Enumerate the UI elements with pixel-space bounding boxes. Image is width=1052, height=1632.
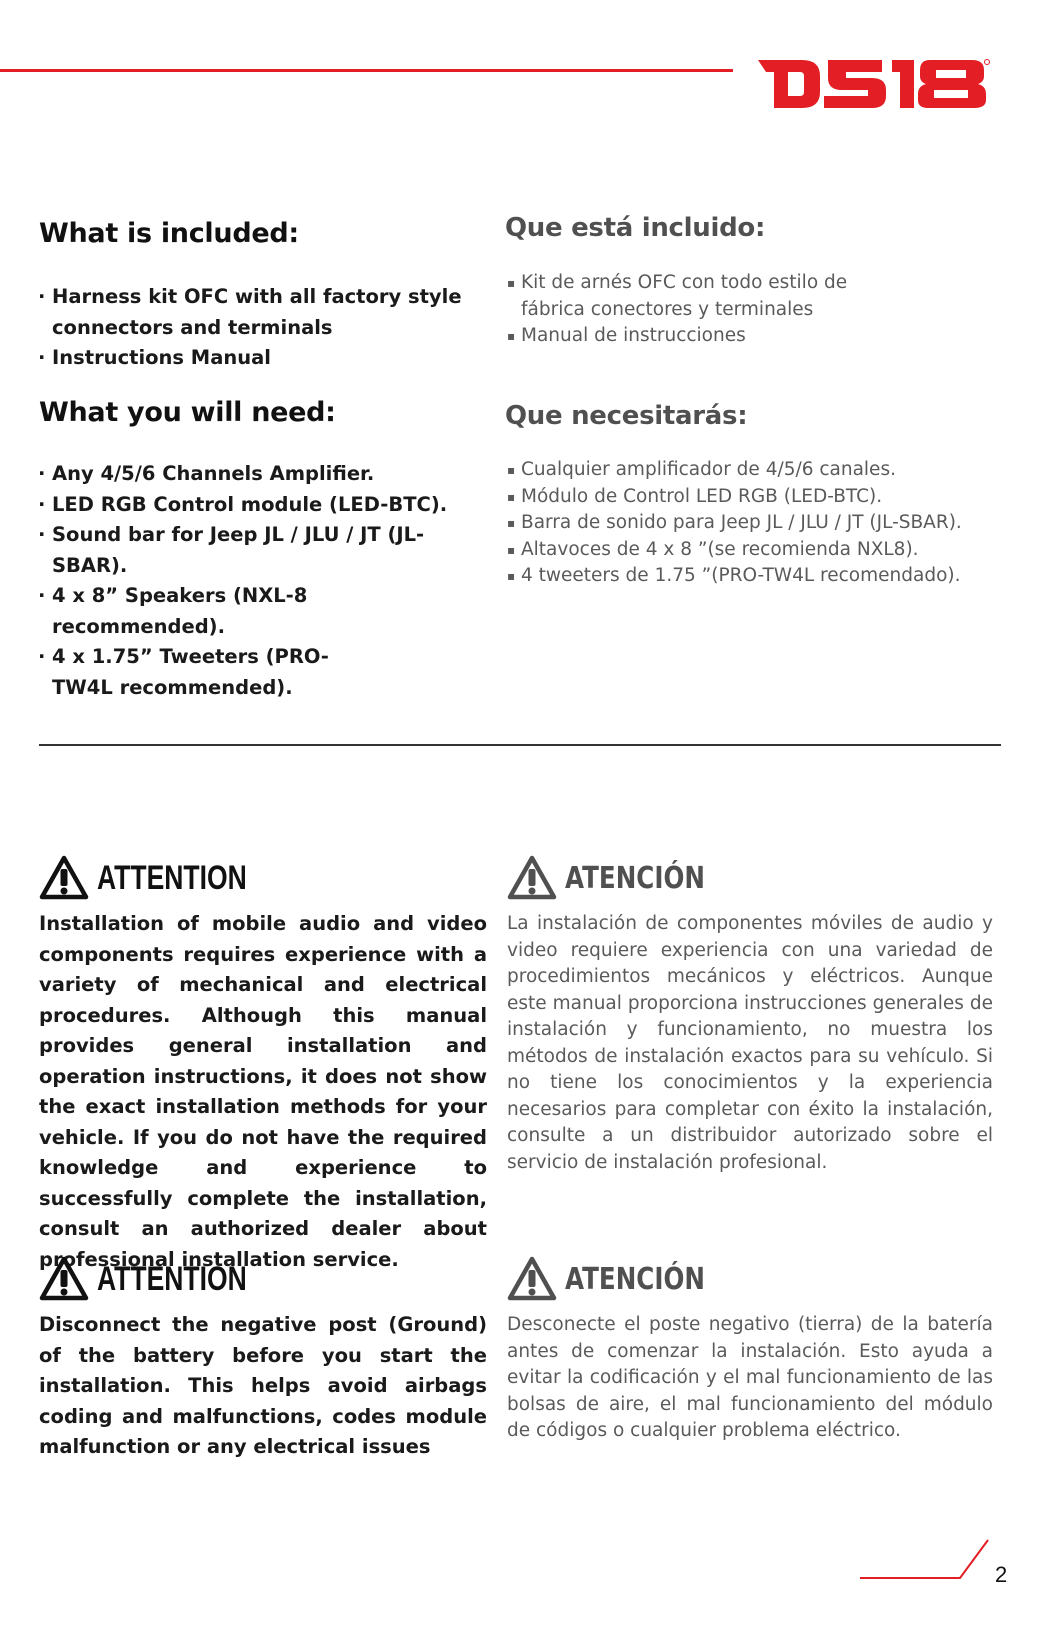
- included-list-en: [38, 282, 478, 374]
- list-item: ▪ Barra de sonido para Jeep JL / JLU / JT (JL-SBAR).: [507, 510, 987, 537]
- attention-title: ATTENTION: [97, 858, 247, 897]
- need-list-es: [507, 457, 987, 590]
- list-item: · Any 4/5/6 Channels Amplifier.: [38, 459, 478, 490]
- list-item: ▪ 4 tweeters de 1.75 ”(PRO-TW4L recomendado).: [507, 563, 987, 590]
- need-title-es: Que necesitarás:: [505, 401, 748, 431]
- need-list-en: [38, 459, 478, 703]
- list-item: ▪ Módulo de Control LED RGB (LED-BTC).: [507, 484, 987, 511]
- list-item: · Sound bar for Jeep JL / JLU / JT (JL-SBAR).: [38, 520, 478, 581]
- warning-icon: [507, 855, 557, 901]
- attention-text-en: Installation of mobile audio and video components requires experience with a variety of mechanical and electrical procedures. Although this manual provides general installation and operation instructions, it does not show the exact installation methods for your vehicle. If you do not have the required knowledge and experience to successfully complete the installation, consult an authorized dealer about professional installation service.: [39, 912, 487, 1271]
- attention-text-en: Disconnect the negative post (Ground) of the battery before you start the installation. This helps avoid airbags coding and malfunctions, codes module malfunction or any electrical issues: [39, 1313, 487, 1458]
- ds18-logo: [758, 56, 990, 112]
- warning-icon: [507, 1256, 557, 1302]
- list-item: · LED RGB Control module (LED-BTC).: [38, 490, 478, 521]
- list-item: ▪ Altavoces de 4 x 8 ”(se recomienda NXL8).: [507, 537, 987, 564]
- attention-heading-es: [507, 1256, 736, 1302]
- section-divider: [39, 744, 1001, 746]
- attention-heading-es: [507, 855, 736, 901]
- list-item: · Instructions Manual: [38, 343, 478, 374]
- header-rule: [0, 69, 733, 72]
- list-item: ▪ Manual de instrucciones: [507, 323, 907, 350]
- page-number: 2: [995, 1562, 1008, 1587]
- list-item: · 4 x 1.75” Tweeters (PRO-TW4L recommended).: [38, 642, 352, 703]
- need-title-en: What you will need:: [39, 397, 336, 428]
- attention-heading-en: [39, 1256, 289, 1302]
- list-item: ▪ Kit de arnés OFC con todo estilo de fábrica conectores y terminales: [507, 270, 907, 323]
- warning-icon: [39, 855, 89, 901]
- list-item: · Harness kit OFC with all factory style connectors and terminals: [38, 282, 478, 343]
- footer-accent-line: [860, 1536, 1000, 1586]
- attention-text-es: Desconecte el poste negativo (tierra) de la batería antes de comenzar la instalación. Esto ayuda a evitar la codificación y el mal funcionamiento de las bolsas de aire, el mal funcionamiento del módulo de códigos o cualquier problema eléctrico.: [507, 1314, 993, 1441]
- attention-title: ATTENTION: [97, 1259, 247, 1298]
- included-title-es: Que está incluido:: [505, 213, 766, 243]
- included-list-es: [507, 270, 907, 350]
- list-item: ▪ Cualquier amplificador de 4/5/6 canales.: [507, 457, 987, 484]
- warning-icon: [39, 1256, 89, 1302]
- included-title-en: What is included:: [39, 218, 299, 249]
- attention-title: ATENCIÓN: [565, 860, 706, 896]
- list-item: · 4 x 8” Speakers (NXL-8 recommended).: [38, 581, 478, 642]
- attention-heading-en: [39, 855, 289, 901]
- attention-title: ATENCIÓN: [565, 1261, 706, 1297]
- attention-text-es: La instalación de componentes móviles de audio y video requiere experiencia con una variedad de procedimientos mecánicos y eléctricos. Aunque este manual proporciona instrucciones generales de instalación y funcionamiento, no muestra los métodos de instalación exactos para su vehículo. Si no tiene los conocimientos y la experiencia necesarios para completar con éxito la instalación, consulte a un distribuidor autorizado sobre el servicio de instalación profesional.: [507, 913, 993, 1173]
